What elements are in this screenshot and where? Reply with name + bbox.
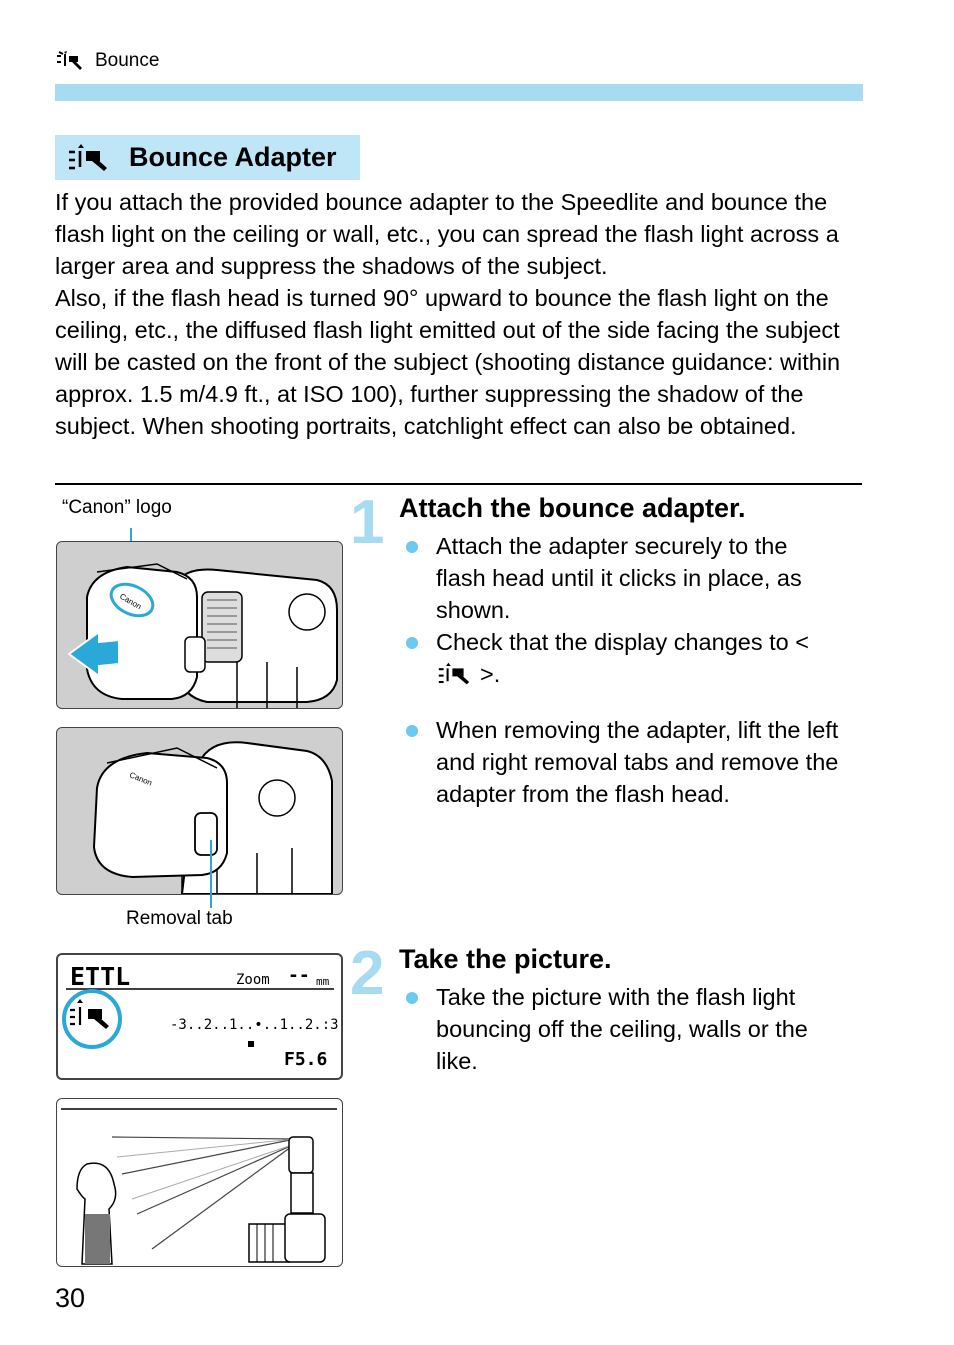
step-number: 2 bbox=[350, 939, 385, 1008]
step-number: 1 bbox=[350, 488, 385, 557]
header-accent-bar bbox=[55, 84, 863, 101]
lcd-exposure-scale: -3..2..1..•..1..2.:3 bbox=[170, 1017, 339, 1033]
lcd-zoom-label: Zoom bbox=[236, 972, 270, 988]
list-item: Take the picture with the flash light bouncing off the ceiling, walls or the like. bbox=[400, 981, 840, 1077]
list-item: When removing the adapter, lift the left and right removal tabs and remove the adapter from the flash head. bbox=[400, 714, 840, 810]
bullet-text-suffix: >. bbox=[480, 661, 501, 687]
canon-logo-text: Canon bbox=[118, 591, 143, 612]
intro-paragraph: Also, if the flash head is turned 90° upward to bounce the flash light on the ceiling, etc., the diffused flash light emitted out of the side facing the subject will be casted on the front of the subject (shooting distance guidance: within approx. 1.5 m/4.9 ft., at ISO 100), further suppressing the shadow of the subject. When shooting portraits, catchlight effect can also be obtained. bbox=[55, 285, 841, 439]
canon-logo-caption: “Canon” logo bbox=[62, 497, 172, 518]
attach-adapter-illustration bbox=[56, 541, 343, 709]
list-item: Attach the adapter securely to the flash head until it clicks in place, as shown. bbox=[400, 530, 840, 626]
lcd-panel-illustration bbox=[56, 953, 343, 1080]
bounce-adapter-icon bbox=[436, 662, 480, 686]
page-number: 30 bbox=[55, 1283, 86, 1313]
bounce-icon bbox=[55, 50, 89, 72]
bullet-text: Check that the display changes to < bbox=[436, 629, 809, 655]
step-2-bullets bbox=[400, 981, 840, 1077]
section-title: Bounce Adapter bbox=[129, 142, 337, 172]
bounce-adapter-icon bbox=[67, 143, 119, 173]
svg-text:Canon: Canon bbox=[128, 770, 154, 788]
lcd-zoom-unit: mm bbox=[316, 975, 330, 988]
intro-text bbox=[55, 186, 863, 442]
bounce-diagram-illustration bbox=[56, 1098, 343, 1267]
divider bbox=[55, 483, 862, 485]
step-title: Attach the bounce adapter. bbox=[399, 493, 746, 523]
running-header-text: Bounce bbox=[95, 50, 160, 71]
lcd-zoom-value: -- bbox=[288, 965, 310, 986]
lcd-aperture: F5.6 bbox=[284, 1049, 328, 1070]
removal-tab-illustration bbox=[56, 727, 343, 895]
step-title: Take the picture. bbox=[399, 944, 612, 974]
running-header bbox=[55, 50, 159, 72]
callout-line bbox=[210, 840, 212, 908]
lcd-mode: ETTL bbox=[70, 962, 131, 991]
intro-paragraph: If you attach the provided bounce adapter to the Speedlite and bounce the flash light on the ceiling or wall, etc., you can spread the flash light across a larger area and suppress the shadows of the subject. bbox=[55, 189, 839, 279]
section-heading bbox=[55, 135, 360, 180]
step-1-bullets bbox=[400, 530, 840, 810]
removal-tab-caption: Removal tab bbox=[126, 908, 233, 929]
list-item bbox=[400, 626, 840, 690]
